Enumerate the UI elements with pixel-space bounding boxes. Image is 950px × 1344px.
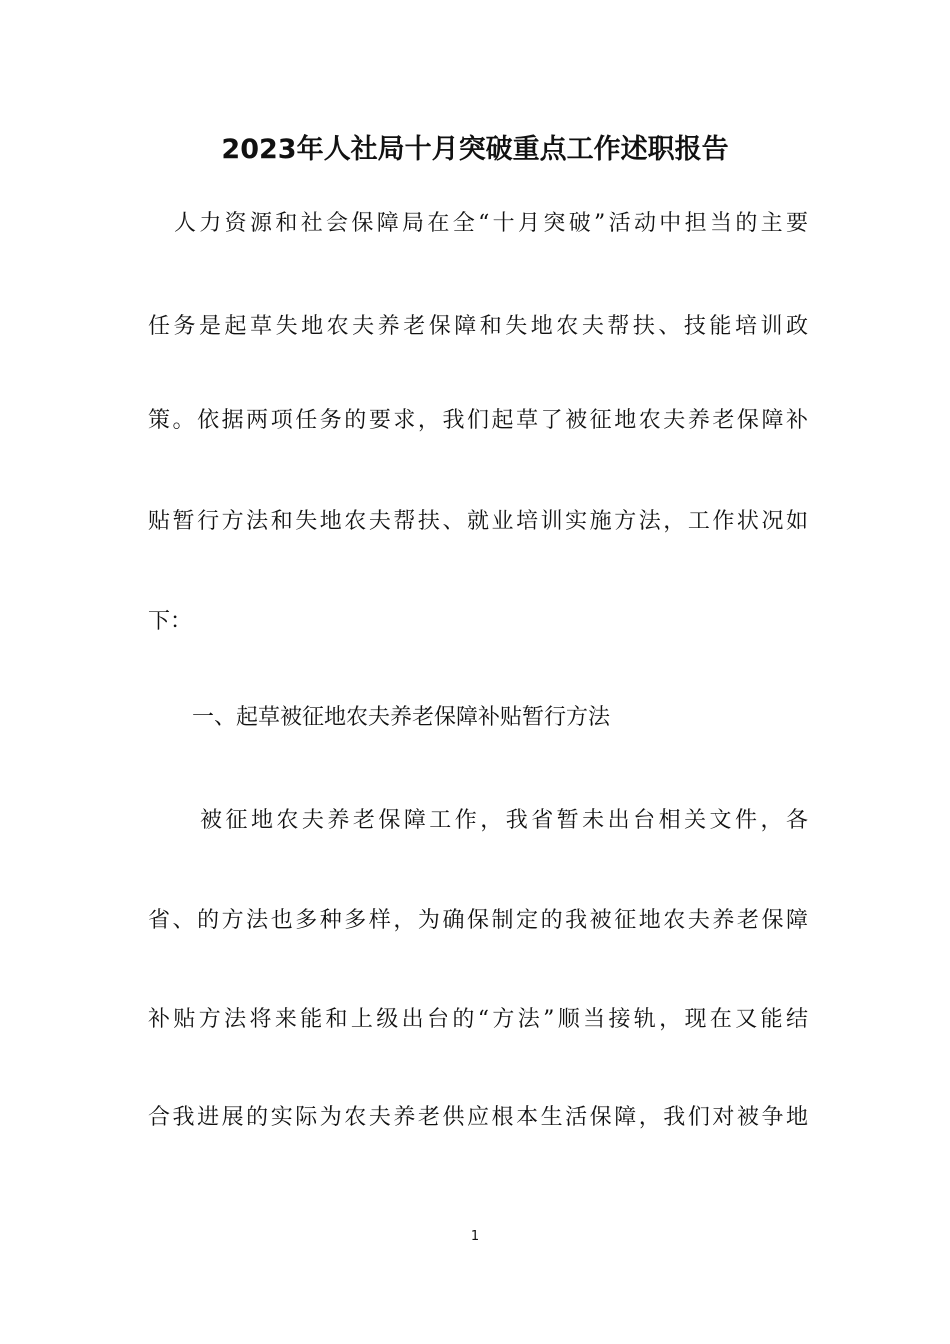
paragraph-line: 合我进展的实际为农夫养老供应根本生活保障，我们对被争地	[148, 1105, 808, 1130]
paragraph-line: 贴暂行方法和失地农夫帮扶、就业培训实施方法，工作状况如	[148, 509, 808, 534]
paragraph-line: 人力资源和社会保障局在全“十月突破”活动中担当的主要	[174, 211, 808, 236]
paragraph-line: 下：	[148, 609, 193, 634]
page-number: 1	[470, 1229, 480, 1244]
paragraph-line: 补贴方法将来能和上级出台的“方法”顺当接轨，现在又能结	[148, 1007, 808, 1032]
paragraph-line: 策。依据两项任务的要求，我们起草了被征地农夫养老保障补	[148, 408, 808, 433]
paragraph-line: 省、的方法也多种多样，为确保制定的我被征地农夫养老保障	[148, 908, 808, 933]
paragraph-line: 被征地农夫养老保障工作，我省暂未出台相关文件，各	[200, 808, 808, 833]
document-title: 2023年人社局十月突破重点工作述职报告	[221, 134, 729, 165]
section-heading: 一、起草被征地农夫养老保障补贴暂行方法	[192, 705, 611, 730]
paragraph-line: 任务是起草失地农夫养老保障和失地农夫帮扶、技能培训政	[148, 314, 808, 339]
